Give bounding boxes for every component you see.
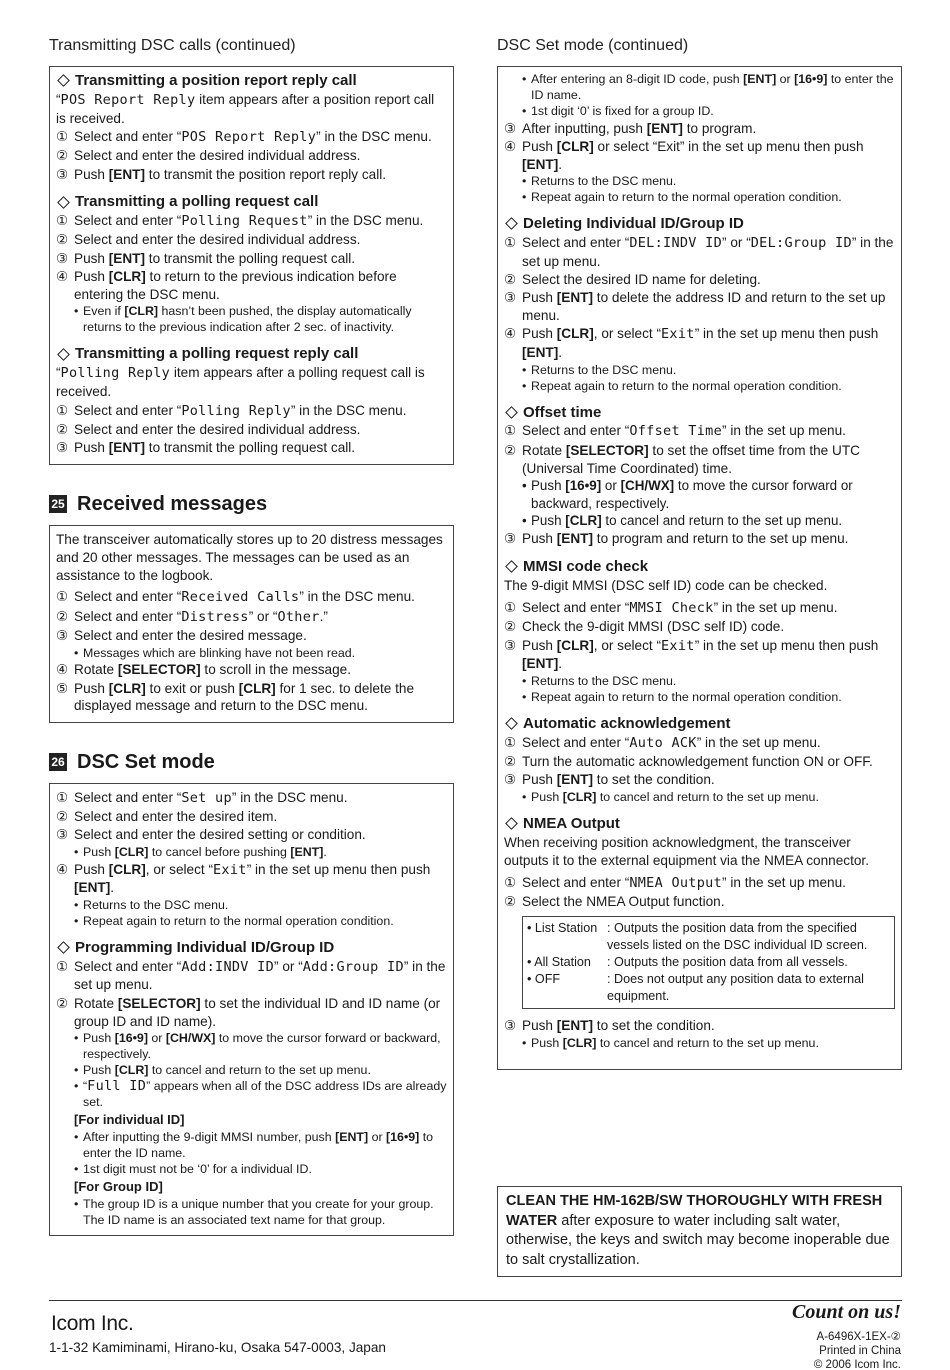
- section-number-badge: 25: [49, 495, 67, 513]
- note: • Returns to the DSC menu.: [74, 898, 229, 913]
- nmea-options-table: [522, 916, 895, 1009]
- step-5: ⑤ Push [CLR] to exit or push [CLR] for 1 sec. to delete the displayed message and return to the DSC menu.: [56, 680, 415, 714]
- step-1: ① Select and enter “Add:INDV ID” or “Add:Group ID” in the set up menu.: [56, 958, 446, 993]
- printed-in: Printed in China: [819, 1345, 901, 1357]
- note: • Returns to the DSC menu.: [522, 674, 677, 689]
- diamond-icon: [57, 348, 70, 361]
- nmea-option-row: • List Station : Outputs the position data from the specified vessels listed on the DSC individual ID screen.: [527, 920, 868, 952]
- step-1: ① Select and enter “Polling Reply” in the DSC menu.: [56, 402, 407, 419]
- slogan: Count on us!: [792, 1301, 901, 1323]
- right-column: [497, 36, 902, 1070]
- heading-deleting-id: Deleting Individual ID/Group ID: [504, 214, 895, 233]
- diamond-icon: [57, 74, 70, 87]
- intro: When receiving position acknowledgment, the transceiver outputs it to the external equipment via the NMEA connector.: [504, 835, 869, 868]
- note: • Messages which are blinking have not been read.: [74, 645, 356, 660]
- step-1: ① Select and enter “Auto ACK” in the set up menu.: [504, 734, 821, 751]
- section-header-setmode: [49, 750, 454, 774]
- diamond-icon: [57, 196, 70, 209]
- diamond-icon: [505, 717, 518, 730]
- note: • Repeat again to return to the normal operation condition.: [522, 690, 842, 705]
- note: • Push [CLR] to cancel before pushing [ENT].: [74, 845, 327, 860]
- heading-nmea-output: NMEA Output: [504, 814, 895, 833]
- company-logo: Icom Inc.: [51, 1312, 134, 1335]
- heading-mmsi-check: MMSI code check: [504, 557, 895, 576]
- right-column-title: DSC Set mode (continued): [497, 37, 689, 54]
- note: • Repeat again to return to the normal operation condition.: [74, 914, 394, 929]
- step-2: ② Rotate [SELECTOR] to set the individual ID and ID name (or group ID and ID name).: [56, 995, 441, 1029]
- left-column-title: Transmitting DSC calls (continued): [49, 37, 296, 54]
- step-2: ② Check the 9-digit MMSI (DSC self ID) code.: [504, 619, 785, 635]
- step-1: ① Select and enter “Received Calls” in the DSC menu.: [56, 589, 415, 606]
- heading-polling-request: Transmitting a polling request call: [56, 192, 447, 211]
- step-2: ② Turn the automatic acknowledgement function ON or OFF.: [504, 753, 873, 769]
- note: • Returns to the DSC menu.: [522, 174, 677, 189]
- heading-offset-time: Offset time: [504, 403, 895, 422]
- step-1: ① Select and enter “POS Report Reply” in the DSC menu.: [56, 129, 432, 146]
- step-1: ① Select and enter “Offset Time” in the set up menu.: [504, 423, 846, 440]
- step-2: ② Select and enter the desired individual address.: [56, 148, 361, 164]
- heading-auto-ack: Automatic acknowledgement: [504, 714, 895, 733]
- step-1: ① Select and enter “NMEA Output” in the set up menu.: [504, 874, 846, 891]
- warning-text: after exposure to water including salt water, otherwise, the keys and switch may become inoperable due to salt crystallization.: [506, 1212, 890, 1268]
- document-code: A-6496X-1EX-②: [816, 1331, 901, 1343]
- note: • Push [CLR] to cancel and return to the set up menu.: [522, 513, 843, 529]
- step-4: ④ Push [CLR], or select “Exit” in the set up menu then push [ENT].: [504, 326, 879, 361]
- note: • Even if [CLR] hasn’t been pushed, the display automatically returns to the previous indication after 2 sec. of inactivity.: [74, 304, 412, 335]
- step-3: ③ Select and enter the desired message.: [56, 627, 307, 643]
- step-3: ③ Push [ENT] to transmit the position report reply call.: [56, 166, 387, 182]
- heading-polling-reply: Transmitting a polling request reply call: [56, 344, 447, 363]
- step-3: ③ Push [CLR], or select “Exit” in the set up menu then push [ENT].: [504, 637, 879, 672]
- note: • 1st digit ‘0’ is fixed for a group ID.: [522, 104, 714, 118]
- step-2: ② Select and enter the desired individual address.: [56, 421, 361, 437]
- received-messages-box: [49, 525, 454, 723]
- note: • Repeat again to return to the normal operation condition.: [522, 378, 842, 393]
- subheading-group: [For Group ID]: [74, 1179, 163, 1195]
- diamond-icon: [505, 218, 518, 231]
- step-3: ③ Push [ENT] to set the condition.: [504, 1017, 715, 1033]
- intro-polling-reply: “Polling Reply item appears after a polling request call is received.: [56, 365, 425, 400]
- warning-bold: CLEAN THE HM-162B/SW THOROUGHLY WITH FRESH WATER: [506, 1193, 883, 1229]
- cleaning-warning-box: [497, 1186, 902, 1277]
- step-3: ③ Select and enter the desired setting or condition.: [56, 827, 366, 843]
- note: • Push [CLR] to cancel and return to the set up menu.: [522, 790, 819, 805]
- step-2: ② Select the desired ID name for deleting.: [504, 271, 761, 287]
- intro: The 9-digit MMSI (DSC self ID) code can be checked.: [504, 578, 828, 594]
- step-4: ④ Rotate [SELECTOR] to scroll in the message.: [56, 662, 352, 678]
- section-header-received: [49, 492, 454, 516]
- step-3: ③ Push [ENT] to transmit the polling request call.: [56, 440, 356, 456]
- section-title: DSC Set mode: [77, 751, 215, 774]
- step-3: ③ Push [ENT] to program and return to the set up menu.: [504, 531, 849, 547]
- note: • Push [16•9] or [CH/WX] to move the cursor forward or backward, respectively.: [74, 1031, 441, 1062]
- note: • Returns to the DSC menu.: [522, 362, 677, 377]
- document-code-block: [814, 1330, 901, 1370]
- note: • “Full ID” appears when all of the DSC address IDs are already set.: [74, 1078, 447, 1110]
- step-3: ③ Push [ENT] to delete the address ID and return to the set up menu.: [504, 290, 886, 324]
- left-column: [49, 36, 454, 1236]
- note: • Push [CLR] to cancel and return to the set up menu.: [74, 1063, 371, 1078]
- footer-rule: [49, 1300, 902, 1301]
- heading-position-reply: Transmitting a position report reply call: [56, 71, 447, 90]
- step-2: ② Select and enter the desired individual address.: [56, 232, 361, 248]
- diamond-icon: [505, 817, 518, 830]
- intro-position-reply: “POS Report Reply item appears after a position report call is received.: [56, 92, 435, 126]
- step-4: ④ Push [CLR] to return to the previous indication before entering the DSC menu.: [56, 268, 397, 302]
- nmea-option-row: • All Station : Outputs the position data from all vessels.: [527, 954, 848, 969]
- section-title: Received messages: [77, 492, 268, 515]
- step-2: ② Select and enter the desired item.: [56, 808, 278, 824]
- intro: The transceiver automatically stores up to 20 distress messages and 20 other messages. The messages can be used as an assistance to the logbook.: [56, 531, 443, 583]
- diamond-icon: [57, 941, 70, 954]
- note: • After inputting the 9-digit MMSI number, push [ENT] or [16•9] to enter the ID name.: [74, 1130, 434, 1161]
- note: • 1st digit must not be ‘0’ for a individual ID.: [74, 1162, 312, 1177]
- step-2: ② Rotate [SELECTOR] to set the offset time from the UTC (Universal Time Coordinated) time.: [504, 442, 860, 476]
- step-4: ④ Push [CLR] or select “Exit” in the set up menu then push [ENT].: [504, 138, 864, 172]
- section-number-badge: 26: [49, 753, 67, 771]
- diamond-icon: [505, 406, 518, 419]
- step-1: ① Select and enter “DEL:INDV ID” or “DEL:Group ID” in the set up menu.: [504, 234, 894, 269]
- step-1: ① Select and enter “Polling Request” in the DSC menu.: [56, 212, 424, 229]
- step-3: ③ After inputting, push [ENT] to program.: [504, 120, 757, 136]
- step-3: ③ Push [ENT] to transmit the polling request call.: [56, 250, 356, 266]
- heading-programming-id: Programming Individual ID/Group ID: [56, 938, 447, 957]
- diamond-icon: [505, 560, 518, 573]
- step-3: ③ Push [ENT] to set the condition.: [504, 772, 715, 788]
- note: • Push [CLR] to cancel and return to the set up menu.: [522, 1035, 819, 1050]
- transmitting-calls-box: [49, 66, 454, 465]
- subheading-individual: [For individual ID]: [74, 1112, 185, 1128]
- step-1: ① Select and enter “MMSI Check” in the set up menu.: [504, 599, 838, 616]
- setmode-continued-box: [497, 66, 902, 1070]
- note: • The group ID is a unique number that you create for your group. The ID name is an associated text name for that group.: [74, 1196, 434, 1227]
- nmea-option-row: • OFF : Does not output any position data to external equipment.: [527, 971, 864, 1003]
- step-2: ② Select and enter “Distress” or “Other.”: [56, 608, 328, 625]
- step-4: ④ Push [CLR], or select “Exit” in the set up menu then push [ENT].: [56, 861, 431, 896]
- dsc-setmode-box: [49, 783, 454, 1236]
- note: • Push [16•9] or [CH/WX] to move the cursor forward or backward, respectively.: [522, 478, 853, 511]
- step-1: ① Select and enter “Set up” in the DSC menu.: [56, 789, 348, 806]
- step-2: ② Select the NMEA Output function.: [504, 893, 725, 909]
- company-address: 1-1-32 Kamiminami, Hirano-ku, Osaka 547-0003, Japan: [49, 1340, 386, 1355]
- note: • After entering an 8-digit ID code, push [ENT] or [16•9] to enter the ID name.: [522, 72, 894, 102]
- note: • Repeat again to return to the normal operation condition.: [522, 190, 842, 205]
- copyright: © 2006 Icom Inc.: [813, 1359, 901, 1370]
